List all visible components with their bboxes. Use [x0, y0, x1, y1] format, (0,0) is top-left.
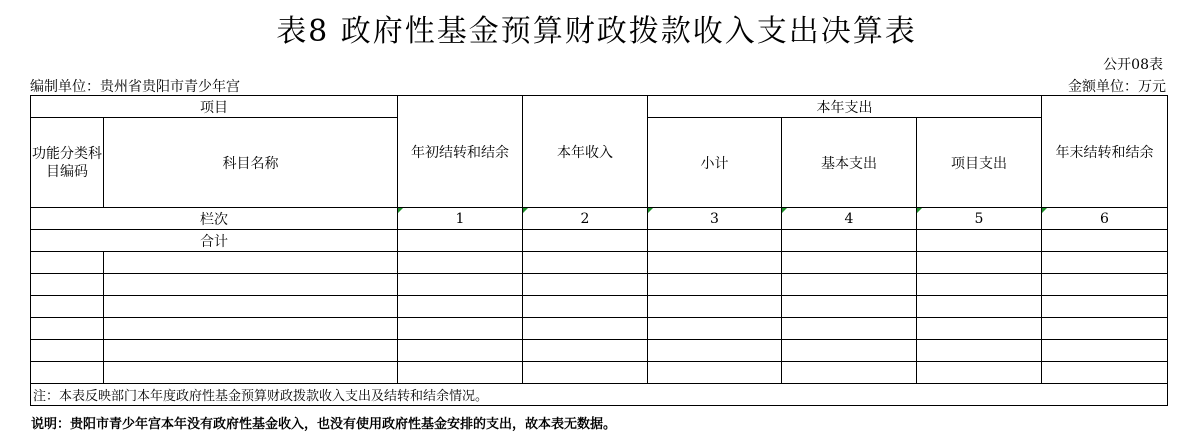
table-cell [104, 340, 398, 362]
table-cell [398, 318, 523, 340]
table-cell [523, 274, 648, 296]
table-cell [31, 318, 104, 340]
header-income: 本年收入 [523, 96, 648, 208]
table-cell [782, 252, 917, 274]
table-cell [648, 340, 782, 362]
table-cell [523, 296, 648, 318]
table-cell [523, 362, 648, 384]
table-row [31, 274, 1168, 296]
table-cell [782, 274, 917, 296]
table-cell [31, 296, 104, 318]
table-cell [648, 362, 782, 384]
table-cell [31, 274, 104, 296]
table-cell [782, 362, 917, 384]
header-begin-balance: 年初结转和结余 [398, 96, 523, 208]
column-index-3: 3 [648, 208, 782, 230]
table-cell [398, 274, 523, 296]
table-cell [398, 296, 523, 318]
table-cell [648, 296, 782, 318]
column-index-6: 6 [1042, 208, 1168, 230]
column-index-1: 1 [398, 208, 523, 230]
column-index-label: 栏次 [31, 208, 398, 230]
column-index-4: 4 [782, 208, 917, 230]
table-cell [917, 318, 1042, 340]
table-cell [104, 362, 398, 384]
cell-marker-icon [782, 208, 787, 213]
total-label: 合计 [31, 230, 398, 252]
table-cell [917, 362, 1042, 384]
table-cell [1042, 362, 1168, 384]
unit-label: 金额单位：万元 [1068, 79, 1166, 95]
table-cell [104, 296, 398, 318]
header-basic: 基本支出 [782, 118, 917, 208]
table-cell [31, 362, 104, 384]
table-cell [31, 252, 104, 274]
table-cell [917, 230, 1042, 252]
cell-marker-icon [1042, 208, 1047, 213]
table-cell [398, 340, 523, 362]
page-title: 表8 政府性基金预算财政拨款收入支出决算表 [276, 14, 917, 49]
table-cell [917, 274, 1042, 296]
table-cell [523, 230, 648, 252]
table-cell [1042, 296, 1168, 318]
table-cell [104, 274, 398, 296]
unit-row [30, 76, 1166, 94]
header-project-exp: 项目支出 [917, 118, 1042, 208]
header-project: 项目 [31, 96, 398, 118]
table-cell [104, 318, 398, 340]
table-cell [1042, 318, 1168, 340]
cell-marker-icon [523, 208, 528, 213]
header-end-balance: 年末结转和结余 [1042, 96, 1168, 208]
table-cell [1042, 340, 1168, 362]
table-cell [917, 252, 1042, 274]
total-row [31, 230, 1168, 252]
table-cell [398, 230, 523, 252]
table-number: 公开08表 [1103, 57, 1163, 73]
column-index-2: 2 [523, 208, 648, 230]
table-cell [782, 296, 917, 318]
table-cell [104, 252, 398, 274]
table-row [31, 296, 1168, 318]
table-cell [917, 340, 1042, 362]
table-cell [648, 318, 782, 340]
table-cell [648, 230, 782, 252]
note-row [31, 384, 1168, 406]
table-cell [523, 318, 648, 340]
cell-marker-icon [398, 208, 403, 213]
org-label: 编制单位：贵州省贵阳市青少年宫 [30, 79, 240, 95]
table-row [31, 318, 1168, 340]
table-cell [648, 252, 782, 274]
column-index-row [31, 208, 1168, 230]
table-cell [917, 296, 1042, 318]
table-note: 注：本表反映部门本年度政府性基金预算财政拨款收入支出及结转和结余情况。 [31, 384, 1168, 406]
table-cell [648, 274, 782, 296]
table-row [31, 252, 1168, 274]
header-subtotal: 小计 [648, 118, 782, 208]
table-cell [523, 340, 648, 362]
table-cell [782, 318, 917, 340]
table-cell [782, 230, 917, 252]
table-cell [523, 252, 648, 274]
cell-marker-icon [648, 208, 653, 213]
header-func-code: 功能分类科目编码 [31, 118, 104, 208]
table-cell [1042, 230, 1168, 252]
table-cell [1042, 252, 1168, 274]
explanation-text: 说明：贵阳市青少年宫本年没有政府性基金收入，也没有使用政府性基金安排的支出，故本表无数据。 [31, 417, 617, 432]
cell-marker-icon [917, 208, 922, 213]
header-expense: 本年支出 [648, 96, 1042, 118]
column-index-5: 5 [917, 208, 1042, 230]
table-cell [31, 340, 104, 362]
table-cell [398, 362, 523, 384]
table-row [31, 340, 1168, 362]
header-subject-name: 科目名称 [104, 118, 398, 208]
table-row [31, 362, 1168, 384]
table-cell [1042, 274, 1168, 296]
budget-table [30, 95, 1168, 406]
table-cell [398, 252, 523, 274]
table-cell [782, 340, 917, 362]
